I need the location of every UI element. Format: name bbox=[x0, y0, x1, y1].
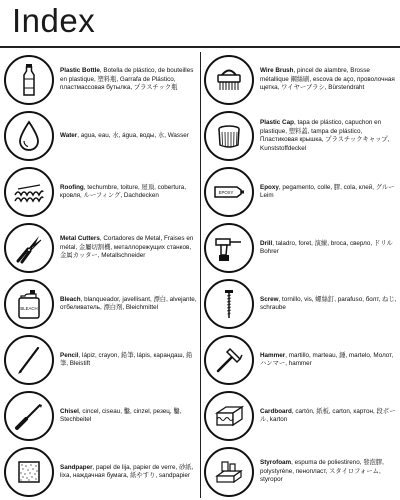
entry-translations: , tornillo, vis, 螺絲釘, parafuso, болт, ねじ, schraube bbox=[260, 295, 397, 311]
page-title: Index bbox=[12, 2, 96, 39]
metal-cutters-icon bbox=[4, 223, 54, 273]
index-entry-metal-cutters bbox=[4, 220, 200, 276]
left-column bbox=[4, 52, 200, 500]
entry-name: Epoxy bbox=[260, 183, 279, 191]
entry-name: Plastic Cap bbox=[260, 119, 294, 126]
entry-name: Metal Cutters bbox=[60, 235, 100, 243]
wire-brush-icon bbox=[204, 55, 254, 105]
chisel-icon bbox=[4, 391, 54, 441]
entry-name: Drill bbox=[260, 239, 273, 247]
entry-text bbox=[60, 132, 198, 141]
entry-text bbox=[260, 352, 398, 369]
bleach-icon bbox=[4, 279, 54, 329]
entry-translations: , papel de lija, papier de verre, 砂紙, lixa, наждачная бумага, 紙やすり, sandpapier bbox=[60, 463, 194, 479]
index-entry-plastic-cap bbox=[204, 108, 400, 164]
index-entry-cardboard bbox=[204, 388, 400, 444]
entry-name: Hammer bbox=[260, 351, 286, 359]
entry-name: Water bbox=[60, 131, 78, 139]
sandpaper-icon bbox=[4, 447, 54, 497]
entry-text bbox=[60, 296, 198, 313]
entry-text bbox=[260, 119, 398, 153]
entry-translations: , tapa de plástico, capuchon en plastique, 塑料蓋, tampa de plástico, Пластиковая крышка, プラスチックキャップ, Kunststoffdeckel bbox=[260, 119, 390, 152]
index-entry-pencil bbox=[4, 332, 200, 388]
roofing-icon bbox=[4, 167, 54, 217]
entry-translations: , blanqueador, javellisant, 漂白, alvejante, отбеливатель, 漂白剤, Bleichmittel bbox=[60, 295, 197, 311]
entry-text bbox=[260, 184, 398, 201]
entry-text bbox=[260, 240, 398, 257]
index-entry-wire-brush bbox=[204, 52, 400, 108]
entry-text bbox=[260, 296, 398, 313]
plastic-bottle-icon bbox=[4, 55, 54, 105]
entry-name: Wire Brush bbox=[260, 67, 294, 75]
entry-text bbox=[60, 408, 198, 425]
entry-text bbox=[60, 352, 198, 369]
pencil-icon bbox=[4, 335, 54, 385]
styrofoam-icon bbox=[204, 447, 254, 497]
epoxy-label: EPOXY bbox=[218, 190, 234, 195]
entry-name: Chisel bbox=[60, 407, 79, 415]
entry-name: Styrofoam bbox=[260, 459, 292, 467]
index-entry-water bbox=[4, 108, 200, 164]
entry-translations: , techumbre, toiture, 屋頂, cobertura, кровля, ルーフィング, Dachdecken bbox=[60, 183, 186, 199]
index-entry-drill bbox=[204, 220, 400, 276]
index-entry-epoxy bbox=[204, 164, 400, 220]
entry-translations: , lápiz, crayon, 鉛筆, lápis, карандаш, 鉛筆, Bleistift bbox=[60, 351, 193, 367]
plastic-cap-icon bbox=[204, 111, 254, 161]
bleach-label: BLEACH bbox=[20, 306, 38, 311]
hammer-icon bbox=[204, 335, 254, 385]
entry-name: Roofing bbox=[60, 183, 84, 191]
entry-translations: , pegamento, colle, 膠, cola, клей, グルー Leim bbox=[260, 183, 395, 199]
entry-translations: , Cortadores de Metal, Fraises en métal, 金屬切割機, металлорежущих станков, 金属カッター, Metallschneider bbox=[60, 235, 194, 260]
cardboard-icon bbox=[204, 391, 254, 441]
entry-translations: , Botella de plástico, de bouteilles en plastique, 塑料瓶, Garrafa de Plástico, пластмассовая бутылка, プラスチック瓶 bbox=[60, 67, 194, 92]
index-entry-roofing bbox=[4, 164, 200, 220]
column-divider bbox=[200, 52, 201, 498]
entry-text bbox=[60, 464, 198, 481]
entry-translations: , pincel de alambre, Brosse métallique 鋼絲刷, escova de aço, проволочная щетка, ワイヤーブラシ, Bürstendraht bbox=[260, 67, 395, 92]
entry-translations: , espuma de poliestireno, 發泡膠, polystyrène, пенопласт, スタイロフォーム, styropor bbox=[260, 459, 384, 484]
entry-translations: , taladro, foret, 演練, broca, сверло, ドリル Bohrer bbox=[260, 239, 393, 255]
entry-translations: , cincel, ciseau, 鑿, cinzel, резец, 鑿, Stechbeitel bbox=[60, 407, 182, 423]
index-entry-sandpaper bbox=[4, 444, 200, 500]
entry-name: Bleach bbox=[60, 295, 81, 303]
epoxy-tube-icon bbox=[204, 167, 254, 217]
entry-name: Pencil bbox=[60, 351, 79, 359]
water-drop-icon bbox=[4, 111, 54, 161]
index-entry-bleach bbox=[4, 276, 200, 332]
index-entry-screw bbox=[204, 276, 400, 332]
entry-name: Screw bbox=[260, 295, 279, 303]
title-divider bbox=[0, 46, 400, 48]
screw-icon bbox=[204, 279, 254, 329]
entry-text bbox=[60, 184, 198, 201]
entry-text bbox=[60, 67, 198, 93]
right-column bbox=[204, 52, 400, 500]
entry-name: Cardboard bbox=[260, 407, 292, 415]
index-entry-styrofoam bbox=[204, 444, 400, 500]
entry-translations: , cartón, 紙板, carton, картон, 段ボール, karton bbox=[260, 407, 396, 423]
index-entry-chisel bbox=[4, 388, 200, 444]
entry-name: Sandpaper bbox=[60, 463, 93, 471]
index-entry-plastic-bottle bbox=[4, 52, 200, 108]
entry-text bbox=[260, 459, 398, 485]
entry-translations: , martillo, marteau, 錘, martelo, Молот, ハンマー, hammer bbox=[260, 351, 394, 367]
entry-name: Plastic Bottle bbox=[60, 67, 100, 75]
entry-text bbox=[260, 67, 398, 93]
drill-icon bbox=[204, 223, 254, 273]
index-entry-hammer bbox=[204, 332, 400, 388]
entry-translations: , agua, eau, 水, água, воды, 水, Wasser bbox=[77, 131, 189, 139]
entry-text bbox=[260, 408, 398, 425]
entry-text bbox=[60, 235, 198, 261]
